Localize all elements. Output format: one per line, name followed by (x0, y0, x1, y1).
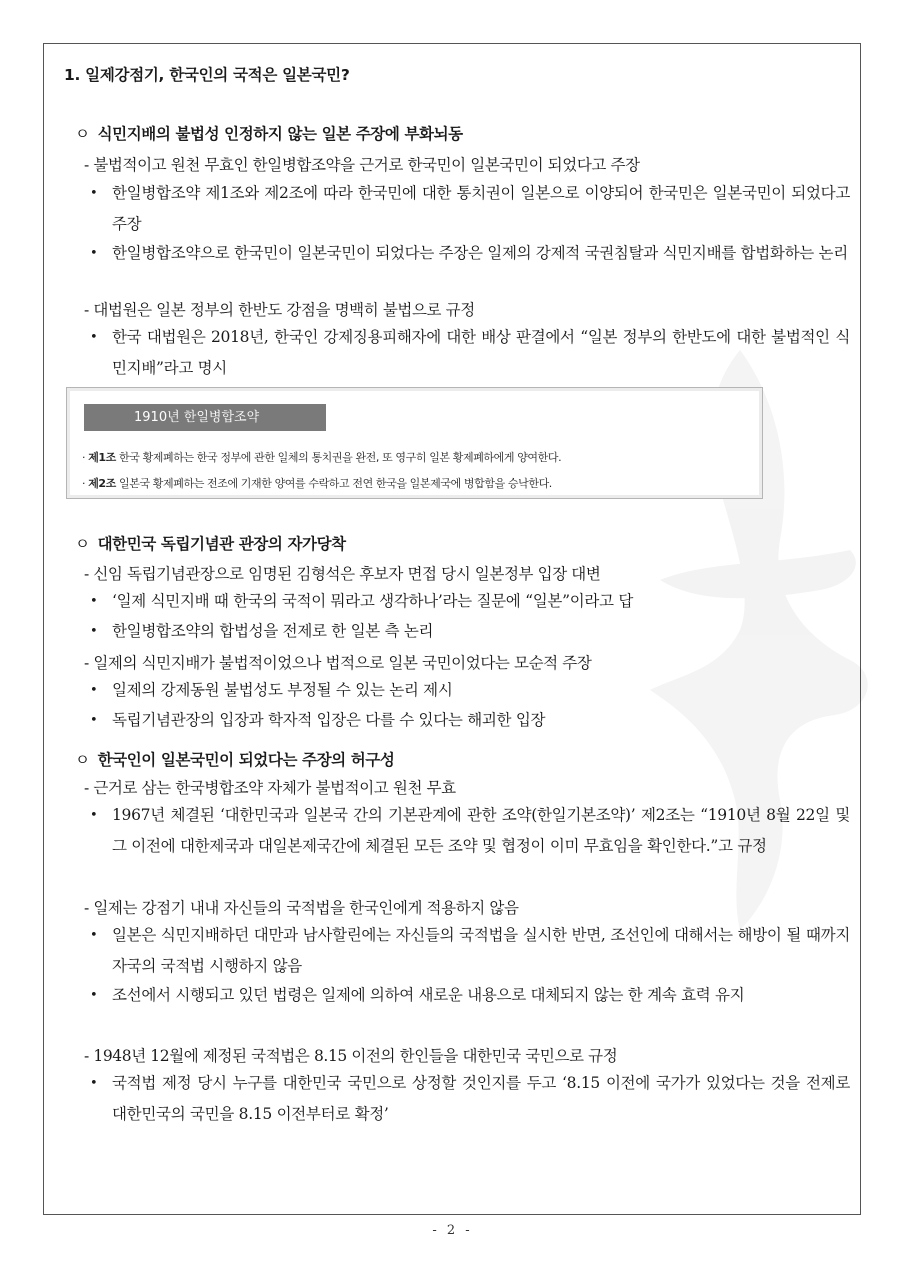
bullet-dot-icon: • (90, 1076, 98, 1091)
treaty-article-1: · 제1조 한국 황제폐하는 한국 정부에 관한 일체의 통치권을 완전, 또 영구히 일본 황제폐하에게 양여한다. (82, 451, 562, 464)
dash-item: - 신임 독립기념관장으로 임명된 김형석은 후보자 면접 당시 일본정부 입장 대변 (84, 565, 601, 583)
bullet-item (90, 238, 850, 269)
bullet-item (90, 1068, 850, 1130)
section-heading-2 (75, 532, 346, 554)
bullet-text: 일본은 식민지배하던 대만과 남사할린에는 자신들의 국적법을 실시한 반면, 조선인에 대해서는 해방이 될 때까지 자국의 국적법 시행하지 않음 (112, 926, 850, 975)
dash-item: - 1948년 12월에 제정된 국적법은 8.15 이전의 한인들을 대한민국 국민으로 규정 (84, 1047, 618, 1065)
bullet-dot-icon: • (90, 713, 98, 728)
bullet-dot-icon: • (90, 683, 98, 698)
treaty-box-title: 1910년 한일병합조약 (84, 404, 326, 431)
bullet-text: 일제의 강제동원 불법성도 부정될 수 있는 논리 제시 (112, 681, 453, 699)
circle-bullet-icon: ㅇ (75, 125, 90, 143)
bullet-item (90, 800, 850, 862)
bullet-dot-icon: • (90, 988, 98, 1003)
bullet-text: 조선에서 시행되고 있던 법령은 일제에 의하여 새로운 내용으로 대체되지 않는 한 계속 효력 유지 (112, 986, 745, 1004)
bullet-item (90, 616, 850, 647)
bullet-item (90, 705, 850, 736)
article-text: 일본국 황제폐하는 전조에 기재한 양여를 수락하고 전연 한국을 일본제국에 병합함을 승낙한다. (119, 477, 552, 490)
dash-item: - 일제는 강점기 내내 자신들의 국적법을 한국인에게 적용하지 않음 (84, 899, 519, 917)
bullet-item (90, 920, 850, 982)
bullet-item (90, 586, 850, 617)
bullet-dot-icon: • (90, 186, 98, 201)
circle-bullet-icon: ㅇ (75, 751, 90, 769)
bullet-item (90, 675, 850, 706)
section-heading-text: 한국인이 일본국민이 되었다는 주장의 허구성 (97, 750, 395, 769)
section-heading-text: 대한민국 독립기념관 관장의 자가당착 (97, 534, 346, 553)
bullet-text: 한국 대법원은 2018년, 한국인 강제징용피해자에 대한 배상 판결에서 “일본 정부의 한반도에 대한 불법적인 식민지배”라고 명시 (112, 328, 850, 377)
bullet-item (90, 322, 850, 384)
section-heading-text: 식민지배의 불법성 인정하지 않는 일본 주장에 부화뇌동 (97, 124, 463, 143)
bullet-item (90, 980, 850, 1011)
bullet-dot-icon: • (90, 594, 98, 609)
circle-bullet-icon: ㅇ (75, 535, 90, 553)
bullet-dot-icon: • (90, 246, 98, 261)
dash-item: - 일제의 식민지배가 불법적이었으나 법적으로 일본 국민이었다는 모순적 주장 (84, 654, 592, 672)
bullet-dot-icon: • (90, 624, 98, 639)
bullet-dot-icon: • (90, 928, 98, 943)
bullet-text: 국적법 제정 당시 누구를 대한민국 국민으로 상정할 것인지를 두고 ‘8.15 이전에 국가가 있었다는 것을 전제로 대한민국의 국민을 8.15 이전부터로 확정’ (112, 1074, 850, 1123)
article-label: 제1조 (88, 451, 116, 464)
dash-item: - 대법원은 일본 정부의 한반도 강점을 명백히 불법으로 규정 (84, 301, 475, 319)
bullet-text: 한일병합조약의 합법성을 전제로 한 일본 측 논리 (112, 622, 434, 640)
bullet-text: 한일병합조약으로 한국민이 일본국민이 되었다는 주장은 일제의 강제적 국권침탈과 식민지배를 합법화하는 논리 (112, 244, 848, 262)
dash-item: - 근거로 삼는 한국병합조약 자체가 불법적이고 원천 무효 (84, 779, 456, 797)
bullet-text: 독립기념관장의 입장과 학자적 입장은 다를 수 있다는 해괴한 입장 (112, 711, 546, 729)
article-label: 제2조 (88, 477, 116, 490)
section-heading-1 (75, 122, 463, 144)
treaty-article-2: · 제2조 일본국 황제폐하는 전조에 기재한 양여를 수락하고 전연 한국을 일본제국에 병합함을 승낙한다. (82, 477, 552, 490)
bullet-text: ‘일제 식민지배 때 한국의 국적이 뭐라고 생각하나’라는 질문에 “일본”이라고 답 (112, 592, 634, 610)
section-heading-3 (75, 748, 394, 770)
dash-item: - 불법적이고 원천 무효인 한일병합조약을 근거로 한국민이 일본국민이 되었다고 주장 (84, 156, 640, 174)
page-number: - 2 - (432, 1223, 473, 1238)
bullet-text: 한일병합조약 제1조와 제2조에 따라 한국민에 대한 통치권이 일본으로 이양되어 한국민은 일본국민이 되었다고 주장 (112, 184, 850, 233)
bullet-dot-icon: • (90, 330, 98, 345)
page-title: 1. 일제강점기, 한국인의 국적은 일본국민? (64, 66, 350, 84)
bullet-item (90, 178, 850, 240)
article-text: 한국 황제폐하는 한국 정부에 관한 일체의 통치권을 완전, 또 영구히 일본 황제폐하에게 양여한다. (119, 451, 562, 464)
bullet-text: 1967년 체결된 ‘대한민국과 일본국 간의 기본관계에 관한 조약(한일기본조약)’ 제2조는 “1910년 8월 22일 및 그 이전에 대한제국과 대일본제국간에 체결된 모든 조약 및 협정이 이미 무효임을 확인한다.”고 규정 (112, 806, 850, 855)
bullet-dot-icon: • (90, 808, 98, 823)
